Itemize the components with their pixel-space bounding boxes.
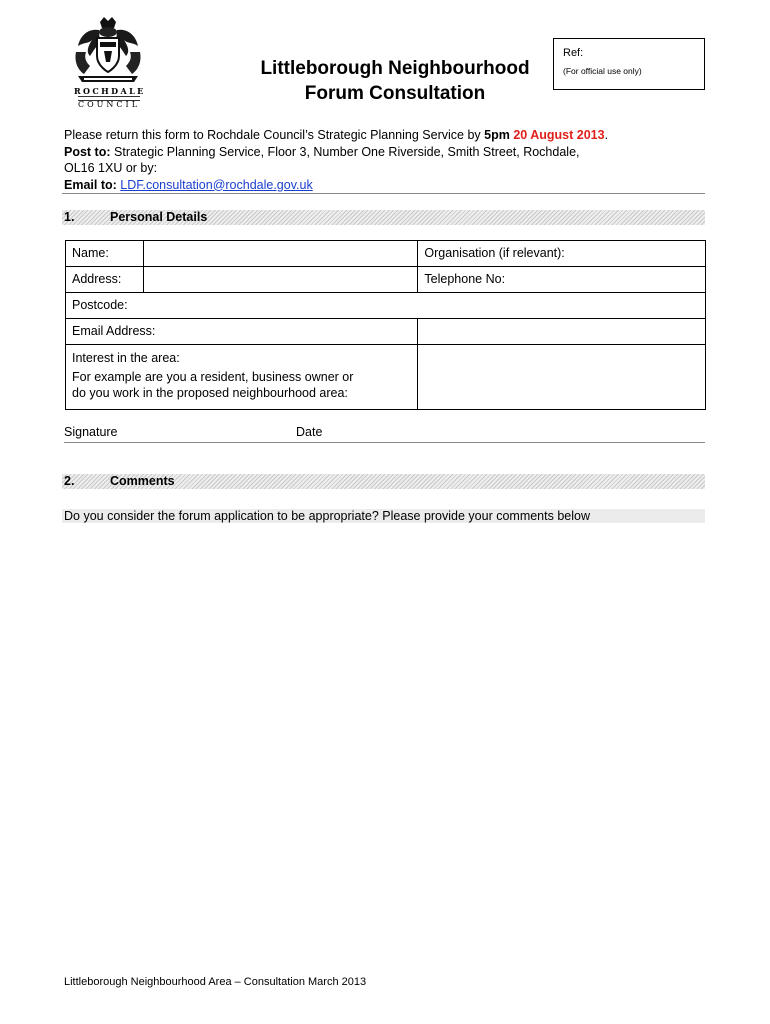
title-line-2: Forum Consultation — [304, 83, 486, 104]
address-label: Address: — [66, 267, 144, 293]
signature-row[interactable] — [64, 424, 705, 443]
name-label: Name: — [66, 241, 144, 267]
divider — [62, 193, 705, 194]
official-ref-box[interactable] — [553, 38, 705, 90]
table-row — [66, 267, 706, 293]
table-row — [66, 319, 706, 345]
name-field[interactable] — [143, 241, 417, 267]
section-1-header — [62, 210, 705, 225]
logo-word-council: COUNCIL — [77, 100, 140, 109]
intro-line-1 — [64, 127, 704, 144]
section-2-header — [62, 474, 705, 489]
personal-details-table — [65, 240, 706, 410]
email-address-label: Email Address: — [66, 319, 418, 345]
interest-label: Interest in the area: — [72, 351, 180, 365]
email-to-label: Email to: — [64, 177, 117, 192]
intro-line-3: OL16 1XU or by: — [64, 161, 158, 175]
table-row — [66, 241, 706, 267]
section-1-title: Personal Details — [110, 210, 208, 224]
organisation-field[interactable]: Organisation (if relevant): — [418, 241, 706, 267]
email-link[interactable]: LDF.consultation@rochdale.gov.uk — [120, 177, 313, 192]
intro-line-2 — [64, 144, 704, 161]
interest-help-2: do you work in the proposed neighbourhood area: — [72, 386, 348, 400]
interest-help-1: For example are you a resident, business owner or — [72, 370, 354, 384]
section-2-number: 2. — [64, 474, 75, 488]
crest-icon — [70, 16, 146, 86]
email-address-field[interactable] — [418, 319, 706, 345]
signature-label: Signature — [64, 425, 118, 439]
ref-label: Ref: — [563, 47, 584, 59]
section-1-number: 1. — [64, 210, 75, 224]
postcode-field[interactable]: Postcode: — [66, 293, 706, 319]
post-to-label: Post to: — [64, 144, 111, 159]
post-address: Strategic Planning Service, Floor 3, Number One Riverside, Smith Street, Rochdale, — [110, 144, 580, 159]
ref-note: (For official use only) — [563, 66, 642, 76]
interest-field[interactable] — [418, 345, 706, 410]
section-2-title: Comments — [110, 474, 175, 488]
intro-line-4 — [64, 177, 704, 194]
interest-label-cell — [66, 345, 418, 410]
intro-text: Please return this form to Rochdale Council’s Strategic Planning Service by — [64, 128, 485, 142]
return-instructions — [64, 127, 704, 193]
deadline-time: 5pm — [484, 128, 510, 142]
deadline-date: 20 August 2013 — [513, 128, 605, 142]
table-row — [66, 293, 706, 319]
comments-question: Do you consider the forum application to be appropriate? Please provide your comments below — [62, 509, 705, 523]
rochdale-council-logo — [70, 16, 146, 112]
title-line-1: Littleborough Neighbourhood — [260, 58, 530, 79]
logo-word-rochdale: ROCHDALE — [74, 86, 146, 96]
telephone-field[interactable]: Telephone No: — [418, 267, 706, 293]
page-title — [230, 56, 560, 106]
intro-period: . — [604, 128, 609, 142]
table-row — [66, 345, 706, 410]
address-field[interactable] — [143, 267, 417, 293]
date-label: Date — [296, 425, 323, 439]
page-footer: Littleborough Neighbourhood Area – Consultation March 2013 — [64, 976, 367, 988]
